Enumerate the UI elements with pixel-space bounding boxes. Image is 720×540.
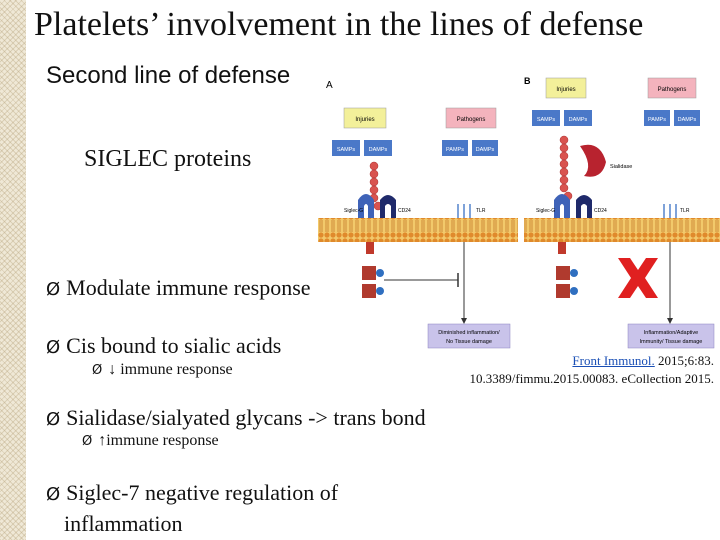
phosphatase-dot-a1 <box>376 269 384 277</box>
bullet-sialidase <box>46 405 426 431</box>
panel-a-letter: A <box>326 80 333 91</box>
cd24-receptor-b <box>576 195 592 222</box>
bullet-arrow-icon: Ø <box>46 409 61 430</box>
damps-text-b: DAMPs <box>568 117 588 123</box>
bullet-text: Modulate immune response <box>66 275 311 300</box>
bullet-text: Sialidase/sialyated glycans -> trans bond <box>66 405 426 430</box>
slide-subtitle: Second line of defense <box>46 62 291 89</box>
slide-title: Platelets’ involvement in the lines of defense <box>34 6 644 43</box>
arrowhead-a <box>461 318 467 324</box>
siglec-g-label-b: Siglec-G <box>536 208 556 214</box>
bullet-arrow-icon: Ø <box>46 484 61 505</box>
cell-membrane-a <box>318 218 518 242</box>
citation-doi: 10.3389/fimmu.2015.00083. eCollection 2015. <box>469 371 714 386</box>
injuries-text-a: Injuries <box>355 117 375 123</box>
sialidase-enzyme <box>580 145 606 177</box>
signaling-block-a2 <box>362 284 376 298</box>
samps-text-b: SAMPs <box>536 117 556 123</box>
sub-bullet-decrease <box>92 361 233 379</box>
decorative-side-stripe <box>0 0 26 540</box>
cell-membrane-b <box>524 218 720 242</box>
bullet-cis-bound <box>46 333 281 359</box>
damps-text-a2: DAMPs <box>475 147 495 153</box>
signaling-block-b2 <box>556 284 570 298</box>
tlr-label-b: TLR <box>680 208 690 214</box>
citation-details: 2015;6:83. <box>654 353 714 368</box>
pathogens-text-a: Pathogens <box>456 117 486 123</box>
bullet-arrow-icon: Ø <box>46 279 61 300</box>
bullet-text-continued: inflammation <box>64 511 183 536</box>
outcome-a-line1: Diminished inflammation/ <box>438 330 500 336</box>
signaling-block-a1 <box>362 266 376 280</box>
sub-bullet-text: ↓ immune response <box>108 361 233 378</box>
siglec-g-label-a: Siglec-G <box>344 208 364 214</box>
siglec-diagram <box>318 70 720 360</box>
bullet-arrow-icon: Ø <box>92 363 103 378</box>
cd24-label-a: CD24 <box>398 208 411 214</box>
phosphatase-dot-b1 <box>570 269 578 277</box>
bullet-text: Cis bound to sialic acids <box>66 333 282 358</box>
sialic-acid-chain-b <box>560 136 572 200</box>
siglec-g-receptor-b <box>554 194 570 220</box>
cd24-receptor-a <box>380 195 396 222</box>
itim-domain-b <box>558 242 566 254</box>
sub-bullet-increase <box>82 432 219 450</box>
bullet-arrow-icon: Ø <box>82 434 93 449</box>
cd24-label-b: CD24 <box>594 208 607 214</box>
samps-text-a: SAMPs <box>336 147 356 153</box>
phosphatase-dot-a2 <box>376 287 384 295</box>
panel-b-letter: B <box>524 76 531 86</box>
bullet-text: Siglec-7 negative regulation of <box>66 480 339 505</box>
tlr-label-a: TLR <box>476 208 486 214</box>
inhibition-blocked-x-icon <box>618 258 658 298</box>
pathogens-text-b: Pathogens <box>657 87 687 93</box>
pamps-text-a: PAMPs <box>446 147 464 153</box>
signaling-block-b1 <box>556 266 570 280</box>
outcome-a-line2: No Tissue damage <box>446 339 492 345</box>
outcome-b-line1: Inflammation/Adaptive <box>643 330 699 336</box>
bullet-siglec7 <box>46 478 338 538</box>
topic-heading: SIGLEC proteins <box>84 146 252 172</box>
tlr-receptor-b <box>664 204 676 220</box>
tlr-receptor-a <box>458 204 470 220</box>
phosphatase-dot-b2 <box>570 287 578 295</box>
sialidase-label: Sialidase <box>610 164 633 170</box>
sub-bullet-text: ↑immune response <box>98 432 219 449</box>
itim-domain-a <box>366 242 374 254</box>
outcome-b-line2: Immunity/ Tissue damage <box>639 339 703 345</box>
bullet-modulate <box>46 275 311 301</box>
citation-journal-link[interactable]: Front Immunol. <box>572 353 655 368</box>
damps-text-a: DAMPs <box>368 147 388 153</box>
pamps-text-b: PAMPs <box>648 117 666 123</box>
damps-text-b2: DAMPs <box>677 117 697 123</box>
siglec-g-receptor-a <box>358 194 374 220</box>
injuries-text-b: Injuries <box>556 87 576 93</box>
bullet-arrow-icon: Ø <box>46 337 61 358</box>
arrowhead-b <box>667 318 673 324</box>
